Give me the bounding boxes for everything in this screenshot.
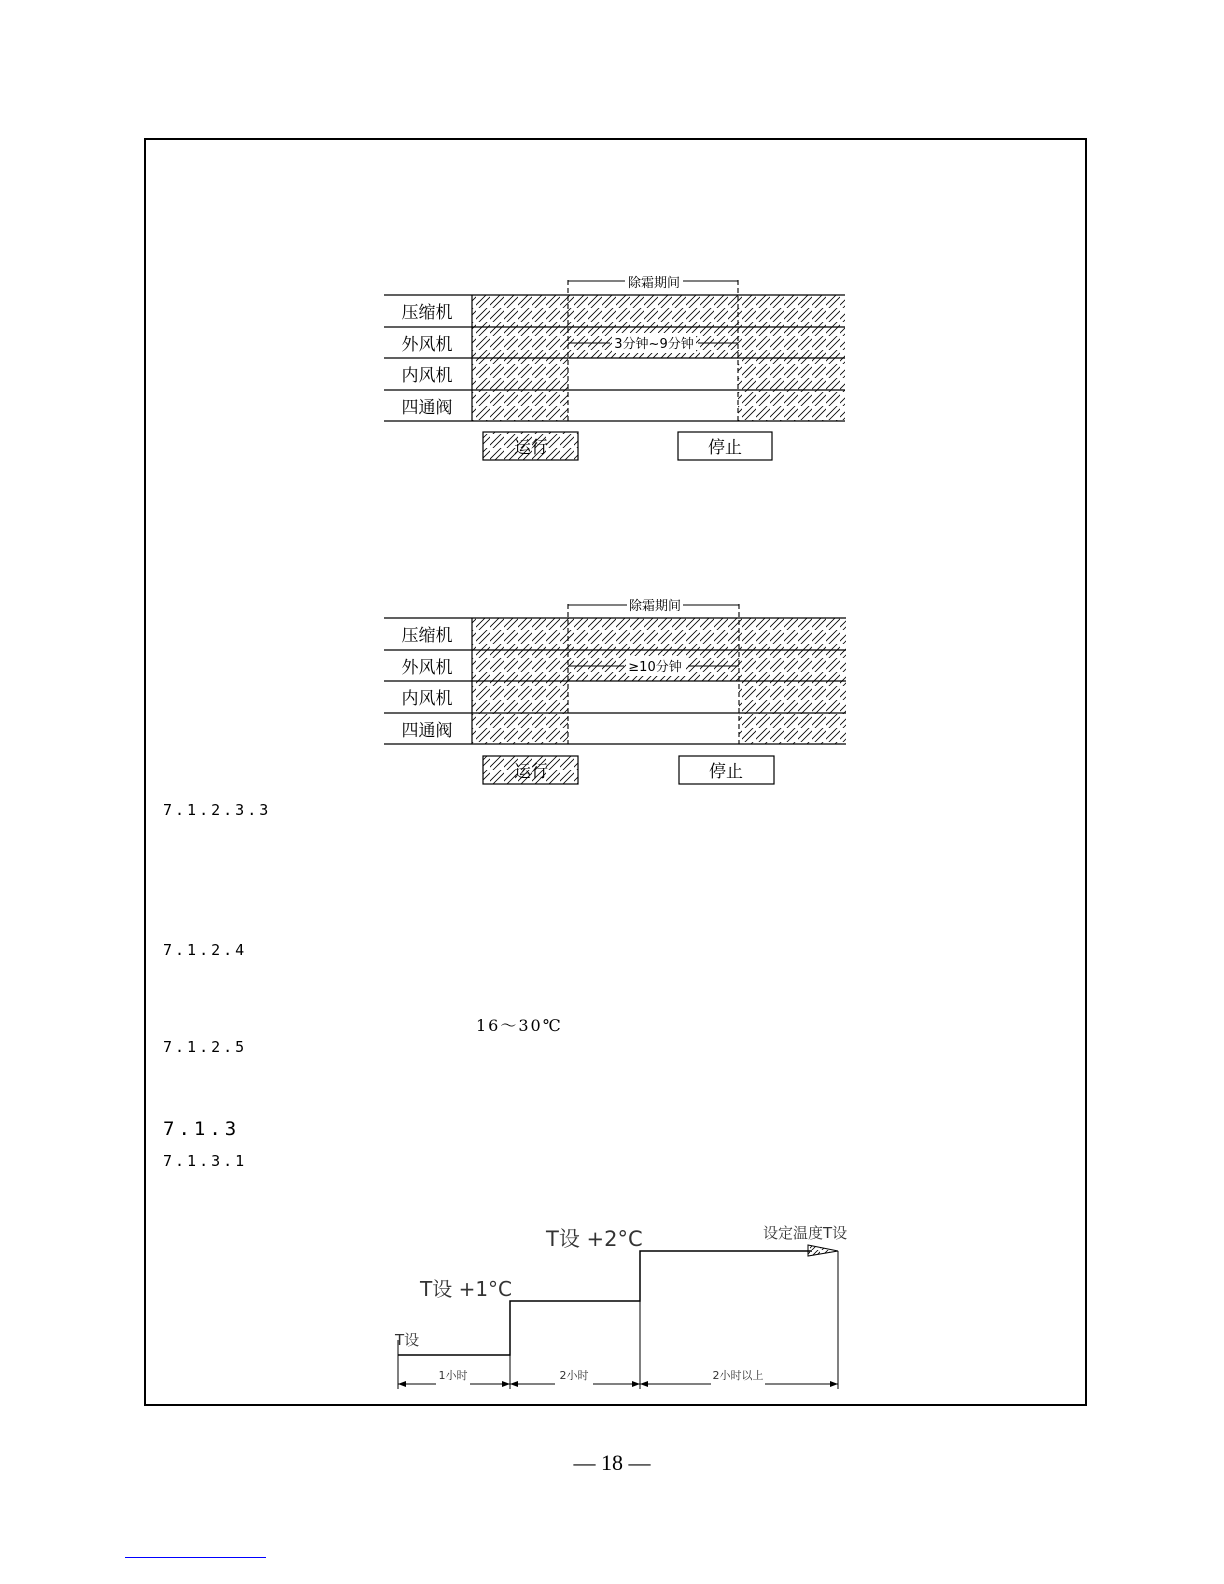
- legend-stop-label: 停止: [709, 762, 743, 782]
- level-1-label: T设 +1°C: [420, 1277, 513, 1301]
- legend-run-label: 运行: [514, 762, 548, 782]
- end-temperature-label: 设定温度T设: [763, 1224, 848, 1242]
- legend-stop-label: 停止: [708, 438, 742, 458]
- row-label-outdoor-fan: 外风机: [401, 658, 453, 678]
- section-number-7-1-2-5: 7.1.2.5: [163, 1038, 248, 1056]
- row-label-four-way-valve: 四通阀: [401, 398, 453, 418]
- row-label-compressor: 压缩机: [401, 303, 453, 323]
- page-number: — 18 —: [573, 1450, 651, 1475]
- section-number-7-1-3-1: 7.1.3.1: [163, 1152, 248, 1170]
- row-label-indoor-fan: 内风机: [401, 366, 453, 386]
- section-number-7-1-2-4: 7.1.2.4: [163, 941, 248, 959]
- interval-3-label: 2小时以上: [712, 1369, 764, 1382]
- row-label-four-way-valve: 四通阀: [401, 721, 453, 741]
- level-2-label: T设 +2°C: [546, 1227, 643, 1251]
- section-number-7-1-2-3-3: 7.1.2.3.3: [163, 801, 272, 819]
- sleep-temperature-step-chart: [394, 1224, 847, 1390]
- level-0-label: T设: [395, 1331, 420, 1349]
- temperature-range: 16～30℃: [476, 1016, 563, 1035]
- row-label-compressor: 压缩机: [401, 626, 453, 646]
- section-heading-7-1-3: 7.1.3: [163, 1118, 241, 1140]
- defrost-period-label: 除霜期间: [627, 276, 681, 291]
- footnote-rule: [125, 1557, 266, 1558]
- interval-2-label: 2小时: [559, 1369, 589, 1382]
- defrost-timing-diagram-2: [384, 598, 846, 784]
- defrost-period-label: 除霜期间: [628, 599, 682, 614]
- duration-label: 3分钟~9分钟: [614, 337, 694, 352]
- row-label-indoor-fan: 内风机: [401, 689, 453, 709]
- interval-1-label: 1小时: [438, 1369, 468, 1382]
- row-label-outdoor-fan: 外风机: [401, 335, 453, 355]
- legend-run-label: 运行: [514, 438, 548, 458]
- defrost-timing-diagram-1: [384, 275, 845, 460]
- duration-label: ≥10分钟: [628, 660, 682, 675]
